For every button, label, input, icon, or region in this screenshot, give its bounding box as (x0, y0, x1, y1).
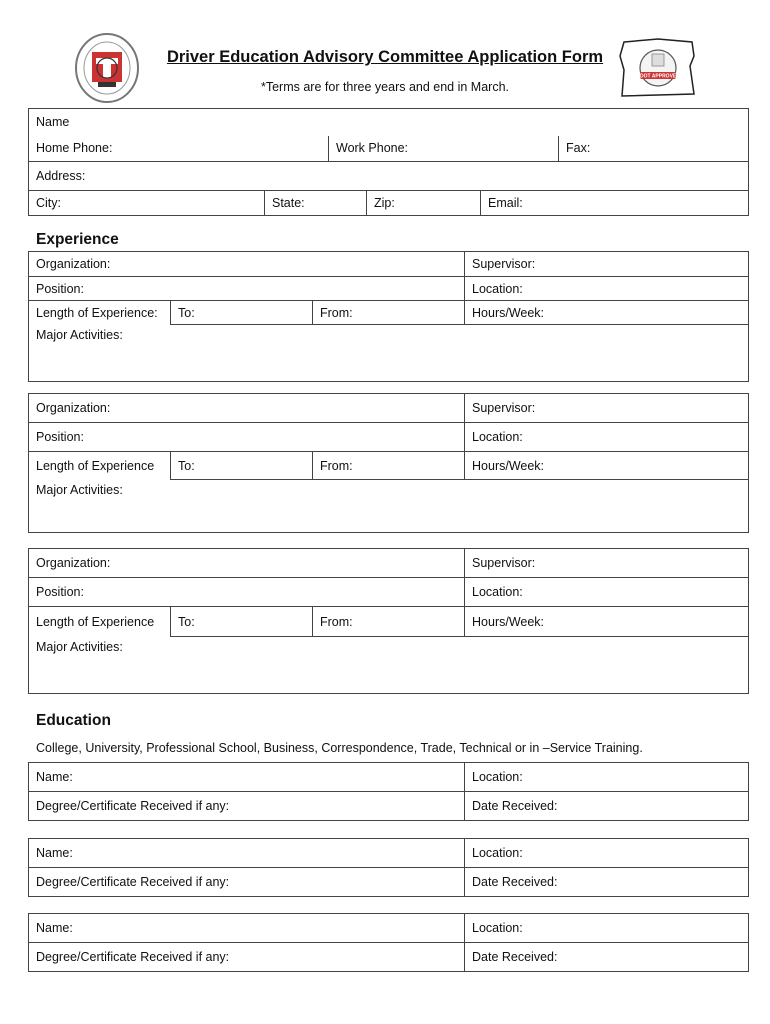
experience-block-1 (28, 251, 749, 382)
education-heading: Education (36, 712, 111, 729)
from-field[interactable]: From: (313, 452, 465, 480)
name-field[interactable]: Name (29, 109, 749, 136)
position-field[interactable]: Position: (29, 423, 465, 452)
experience-heading: Experience (36, 231, 119, 248)
hours-week-field[interactable]: Hours/Week: (465, 452, 749, 480)
school-name-field[interactable]: Name: (29, 914, 465, 943)
school-location-field[interactable]: Location: (465, 839, 749, 868)
zip-field[interactable]: Zip: (367, 191, 481, 216)
date-received-field[interactable]: Date Received: (465, 792, 749, 821)
to-field[interactable]: To: (171, 301, 313, 325)
degree-field[interactable]: Degree/Certificate Received if any: (29, 943, 465, 972)
position-field[interactable]: Position: (29, 578, 465, 607)
from-field[interactable]: From: (313, 607, 465, 637)
experience-block-3 (28, 548, 749, 694)
hours-week-field[interactable]: Hours/Week: (465, 607, 749, 637)
svg-text:ODOT APPROVED: ODOT APPROVED (636, 73, 680, 80)
school-location-field[interactable]: Location: (465, 763, 749, 792)
from-field[interactable]: From: (313, 301, 465, 325)
organization-field[interactable]: Organization: (29, 549, 465, 578)
school-name-field[interactable]: Name: (29, 763, 465, 792)
hours-week-field[interactable]: Hours/Week: (465, 301, 749, 325)
major-activities-field[interactable]: Major Activities: (29, 325, 749, 382)
date-received-field[interactable]: Date Received: (465, 868, 749, 897)
home-phone-field[interactable]: Home Phone: (29, 136, 329, 162)
to-field[interactable]: To: (171, 452, 313, 480)
to-field[interactable]: To: (171, 607, 313, 637)
length-of-experience-label: Length of Experience: (29, 301, 171, 325)
form-title: Driver Education Advisory Committee Application Form (166, 48, 604, 66)
education-block-3 (28, 913, 749, 972)
experience-block-2 (28, 393, 749, 533)
city-row-table (28, 190, 749, 216)
address-field[interactable]: Address: (29, 162, 749, 190)
major-activities-field[interactable]: Major Activities: (29, 480, 749, 533)
education-block-2 (28, 838, 749, 897)
supervisor-field[interactable]: Supervisor: (465, 252, 749, 277)
education-block-1 (28, 762, 749, 821)
organization-field[interactable]: Organization: (29, 252, 465, 277)
email-field[interactable]: Email: (481, 191, 749, 216)
position-field[interactable]: Position: (29, 277, 465, 301)
terms-note: *Terms are for three years and end in March. (260, 80, 510, 94)
school-location-field[interactable]: Location: (465, 914, 749, 943)
city-field[interactable]: City: (29, 191, 265, 216)
education-note: College, University, Professional School, Business, Correspondence, Trade, Technical or in –Service Training. (36, 741, 643, 755)
fax-field[interactable]: Fax: (559, 136, 749, 162)
supervisor-field[interactable]: Supervisor: (465, 394, 749, 423)
degree-field[interactable]: Degree/Certificate Received if any: (29, 792, 465, 821)
length-of-experience-label: Length of Experience (29, 607, 171, 637)
major-activities-field[interactable]: Major Activities: (29, 637, 749, 694)
location-field[interactable]: Location: (465, 578, 749, 607)
supervisor-field[interactable]: Supervisor: (465, 549, 749, 578)
location-field[interactable]: Location: (465, 423, 749, 452)
degree-field[interactable]: Degree/Certificate Received if any: (29, 868, 465, 897)
state-field[interactable]: State: (265, 191, 367, 216)
contact-table (28, 108, 749, 190)
school-name-field[interactable]: Name: (29, 839, 465, 868)
organization-field[interactable]: Organization: (29, 394, 465, 423)
work-phone-field[interactable]: Work Phone: (329, 136, 559, 162)
date-received-field[interactable]: Date Received: (465, 943, 749, 972)
length-of-experience-label: Length of Experience (29, 452, 171, 480)
location-field[interactable]: Location: (465, 277, 749, 301)
